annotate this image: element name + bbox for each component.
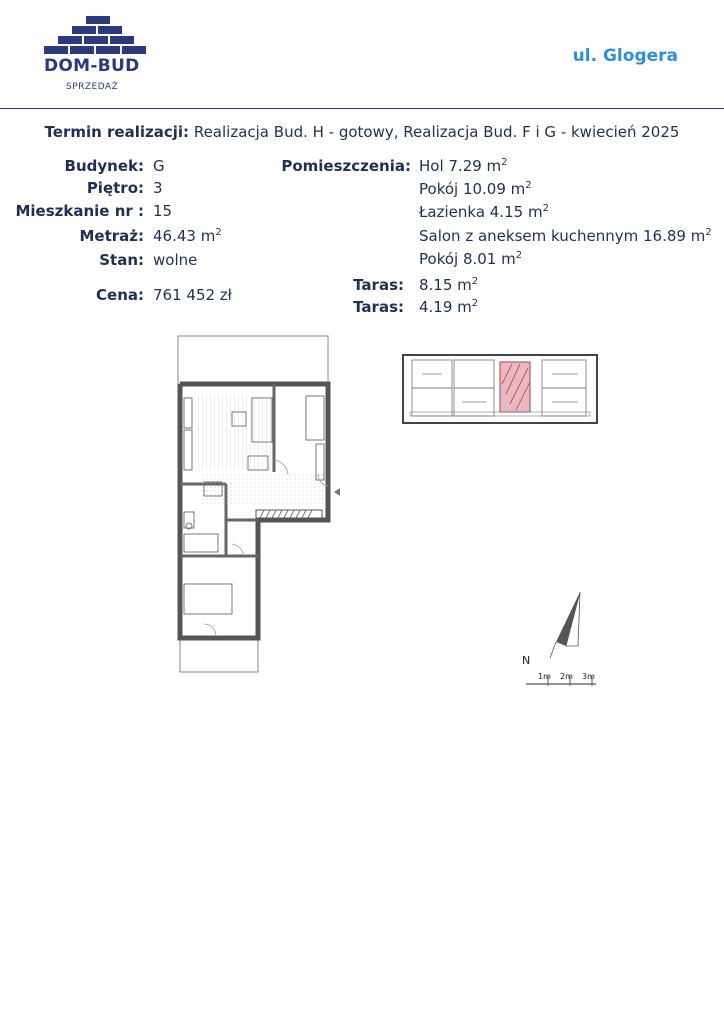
terrace-value: 4.19 $m^2$ (419, 298, 479, 316)
term-label: Termin realizacji: (44, 123, 190, 141)
floor-label: Piętro: (86, 179, 144, 197)
scale-label: 2m (560, 672, 573, 681)
room-item: Pokój 8.01 $m^2$ (419, 250, 523, 268)
building-label: Budynek: (64, 157, 144, 175)
floor-plan (170, 334, 346, 674)
rooms-label: Pomieszczenia: (281, 157, 411, 175)
unit-label: Mieszkanie nr : (15, 202, 144, 220)
header-divider (0, 108, 724, 109)
terrace-value: 8.15 $m^2$ (419, 276, 479, 294)
area-label: Metraż: (79, 227, 144, 245)
company-logo (44, 16, 154, 96)
terrace-label: Taras: (353, 298, 404, 316)
term-value: Realizacja Bud. H - gotowy, Realizacja Bud. F i G - kwiecień 2025 (193, 123, 680, 141)
building-value: G (153, 157, 165, 175)
room-item: Pokój 10.09 $m^2$ (419, 180, 532, 198)
logo-bricks (86, 16, 112, 24)
status-value: wolne (153, 251, 198, 269)
building-key-plan (402, 354, 598, 424)
wardrobe (256, 510, 322, 518)
room-item: Hol 7.29 $m^2$ (419, 157, 508, 175)
unit-value: 15 (153, 202, 173, 220)
price-value: 761 452 zł (153, 286, 232, 304)
room-item: Salon z aneksem kuchennym 16.89 $m^2$ (419, 227, 712, 245)
scale-label: 1m (538, 672, 551, 681)
north-label: N (522, 654, 531, 667)
street-name: ul. Glogera (572, 46, 678, 66)
terrace-label: Taras: (353, 276, 404, 294)
price-label: Cena: (96, 286, 144, 304)
status-label: Stan: (99, 251, 144, 269)
logo-name: DOM-BUD (44, 56, 140, 76)
room-item: Łazienka 4.15 $m^2$ (419, 203, 549, 221)
floor-value: 3 (153, 179, 163, 197)
completion-term (0, 123, 724, 141)
scale-label: 3m (582, 672, 595, 681)
logo-subtitle: SPRZEDAŻ (66, 82, 119, 92)
area-value: 46.43 $m^2$ (153, 227, 222, 245)
selected-unit-highlight (500, 362, 530, 412)
compass-scale (520, 590, 600, 690)
